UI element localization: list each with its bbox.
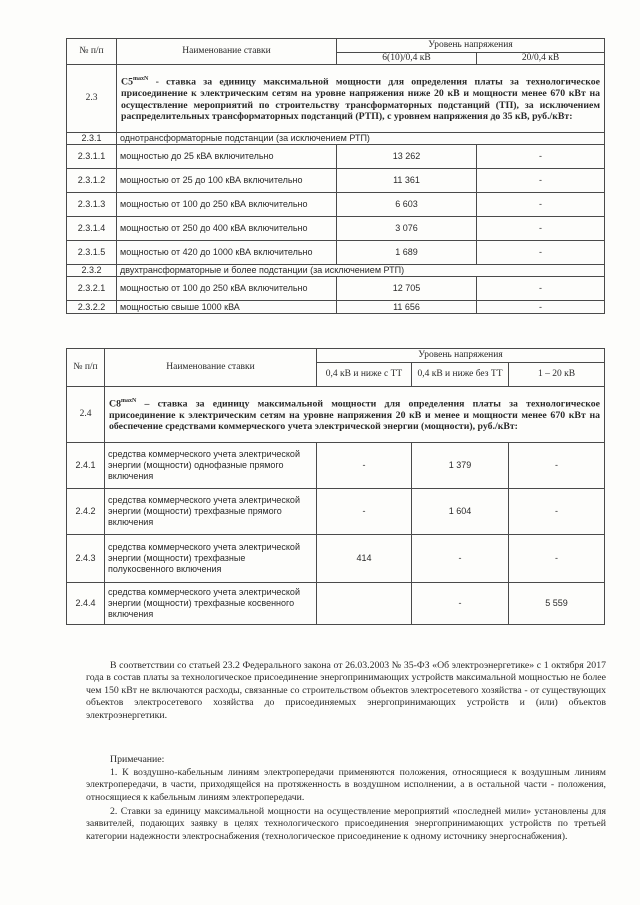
row-value-2: 1 379 — [412, 443, 509, 489]
row-num: 2.3 — [67, 65, 117, 133]
row-value-1: 12 705 — [337, 277, 477, 301]
table-row — [67, 265, 605, 277]
row-num: 2.3.2.1 — [67, 277, 117, 301]
row-name: мощностью от 25 до 100 кВА включительно — [117, 169, 337, 193]
row-name: мощностью до 25 кВА включительно — [117, 145, 337, 169]
header-voltage-1: 0,4 кВ и ниже с ТТ — [317, 363, 412, 387]
rate-description: $С8^{maxN}$ – ставка за единицу максимальной мощности для определения платы за технологическое присоединение к электрическим сетям на уровне напряжения 20 кВ и менее и мощности менее 670 кВт на обеспечение средствами коммерческого учета электрической энергии (мощности), руб./кВт: — [105, 387, 605, 443]
table-row — [67, 443, 605, 489]
row-name: мощностью от 420 до 1000 кВА включительно — [117, 241, 337, 265]
row-name: средства коммерческого учета электрической энергии (мощности) трехфазные полукосвенного включения — [105, 535, 317, 583]
row-value-1: 11 656 — [337, 301, 477, 314]
header-voltage-2: 20/0,4 кВ — [477, 53, 605, 65]
table-row — [67, 217, 605, 241]
row-value-1: - — [317, 443, 412, 489]
table-row — [67, 133, 605, 145]
row-value-2: - — [477, 217, 605, 241]
row-name: средства коммерческого учета электрической энергии (мощности) трехфазные прямого включения — [105, 489, 317, 535]
row-name: мощностью от 100 до 250 кВА включительно — [117, 277, 337, 301]
table-row — [67, 145, 605, 169]
note-1: 1. К воздушно-кабельным линиям электропередачи применяются положения, относящиеся к воздушным линиям электропередачи, в части, приходящейся на протяженность в воздушном исполнении, а в остальной части - положения, относящиеся к кабельным линиям электропередачи. — [86, 767, 606, 803]
row-value-2: - — [477, 193, 605, 217]
row-value-2: - — [412, 535, 509, 583]
tariff-table-c8 — [66, 348, 605, 625]
row-num: 2.4.1 — [67, 443, 105, 489]
row-num: 2.4.3 — [67, 535, 105, 583]
row-num: 2.3.2 — [67, 265, 117, 277]
row-name: мощностью свыше 1000 кВА — [117, 301, 337, 314]
row-name: мощностью от 100 до 250 кВА включительно — [117, 193, 337, 217]
header-num: № п/п — [67, 39, 117, 65]
table-row — [67, 535, 605, 583]
row-value-2: - — [412, 583, 509, 625]
table-row — [67, 193, 605, 217]
table-row — [67, 301, 605, 314]
row-value-3: - — [509, 535, 605, 583]
table-row — [67, 583, 605, 625]
note-2: 2. Ставки за единицу максимальной мощности на осуществление мероприятий «последней мили» установлены для заявителей, подающих заявку в целях технологического присоединения энергопринимающих устройств по третьей категории надежности электроснабжения (технологическое присоединение к одному источнику энергоснабжения). — [86, 806, 606, 842]
row-num: 2.3.1.1 — [67, 145, 117, 169]
header-num: № п/п — [67, 349, 105, 387]
rate-description: $С5^{maxN}$ - ставка за единицу максимальной мощности для определения платы за технологическое присоединение к электрическим сетям на уровне напряжения ниже 20 кВ и мощности менее 670 кВт на осуществление мероприятий по строительству трансформаторных подстанций (ТП), за исключением распределительных трансформаторных подстанций (РТП), с уровнем напряжения до 35 кВ, руб./кВт: — [117, 65, 605, 133]
table-row — [67, 489, 605, 535]
row-num: 2.3.1 — [67, 133, 117, 145]
row-value-1: 11 361 — [337, 169, 477, 193]
row-num: 2.3.1.2 — [67, 169, 117, 193]
header-voltage-2: 0,4 кВ и ниже без ТТ — [412, 363, 509, 387]
table-row — [67, 277, 605, 301]
row-name: мощностью от 250 до 400 кВА включительно — [117, 217, 337, 241]
row-value-2: - — [477, 277, 605, 301]
row-value-1: 6 603 — [337, 193, 477, 217]
row-value-1: 414 — [317, 535, 412, 583]
row-name: двухтрансформаторные и более подстанции (за исключением РТП) — [117, 265, 605, 277]
header-voltage-3: 1 – 20 кВ — [509, 363, 605, 387]
header-level: Уровень напряжения — [337, 39, 605, 53]
header-voltage-1: 6(10)/0,4 кВ — [337, 53, 477, 65]
row-name: средства коммерческого учета электрической энергии (мощности) трехфазные косвенного включения — [105, 583, 317, 625]
paragraph-law: В соответствии со статьей 23.2 Федерального закона от 26.03.2003 № 35-ФЗ «Об электроэнергетике» с 1 октября 2017 года в состав платы за технологическое присоединение энергопринимающих устройств максимальной мощностью не более чем 150 кВт не включаются расходы, связанные со строительством объектов электросетевого хозяйства - от существующих объектов электросетевого хозяйства до присоединяемых энергопринимающих устройств и (или) объектов электроэнергетики. — [86, 660, 606, 721]
row-num: 2.3.1.5 — [67, 241, 117, 265]
row-value-2: 1 604 — [412, 489, 509, 535]
table-row — [67, 241, 605, 265]
row-num: 2.4.4 — [67, 583, 105, 625]
row-value-2: - — [477, 169, 605, 193]
row-num: 2.3.1.4 — [67, 217, 117, 241]
row-value-3: - — [509, 443, 605, 489]
row-name: средства коммерческого учета электрической энергии (мощности) однофазные прямого включения — [105, 443, 317, 489]
row-value-2: - — [477, 145, 605, 169]
row-value-1 — [317, 583, 412, 625]
row-name: однотрансформаторные подстанции (за исключением РТП) — [117, 133, 605, 145]
row-value-2: - — [477, 241, 605, 265]
tariff-table-c5 — [66, 38, 605, 314]
row-value-1: 1 689 — [337, 241, 477, 265]
row-value-1: - — [317, 489, 412, 535]
table-row — [67, 169, 605, 193]
row-value-2: - — [477, 301, 605, 314]
row-value-1: 3 076 — [337, 217, 477, 241]
header-name: Наименование ставки — [105, 349, 317, 387]
row-value-1: 13 262 — [337, 145, 477, 169]
row-value-3: 5 559 — [509, 583, 605, 625]
row-num: 2.4.2 — [67, 489, 105, 535]
header-level: Уровень напряжения — [317, 349, 605, 363]
row-num: 2.3.2.2 — [67, 301, 117, 314]
header-name: Наименование ставки — [117, 39, 337, 65]
row-value-3: - — [509, 489, 605, 535]
row-num: 2.3.1.3 — [67, 193, 117, 217]
row-num: 2.4 — [67, 387, 105, 443]
note-title: Примечание: — [110, 754, 165, 765]
